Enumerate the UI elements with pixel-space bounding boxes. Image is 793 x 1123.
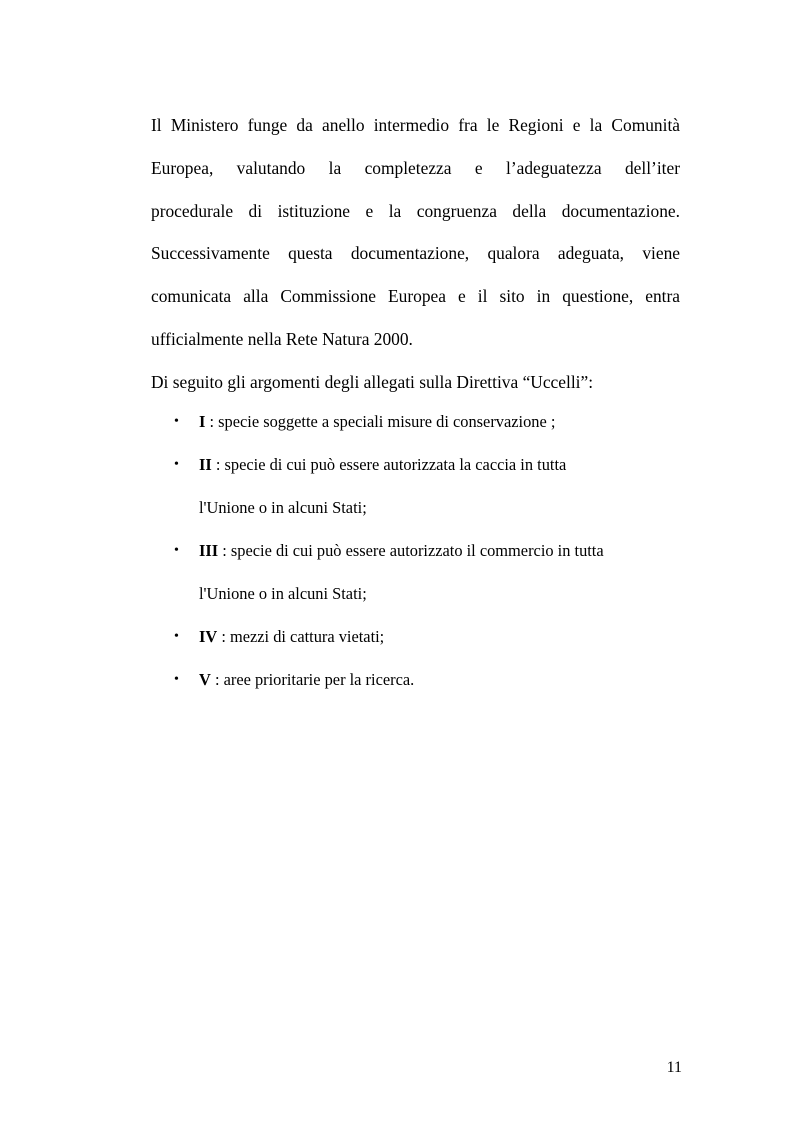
paragraph-line-6: ufficialmente nella Rete Natura 2000. (151, 329, 413, 349)
bullet-icon: • (174, 672, 179, 687)
list-item-text (199, 454, 566, 476)
bullet-icon: • (174, 543, 179, 558)
paragraph-line-5: comunicata alla Commissione Europea e il sito in questione, entra (151, 286, 680, 306)
annex-description: : specie di cui può essere autorizzata la caccia in tutta (211, 455, 567, 474)
paragraph-line-3: procedurale di istituzione e la congruenza della documentazione. (151, 201, 680, 221)
list-item-continuation: l'Unione o in alcuni Stati; (199, 498, 367, 517)
list-item-text (199, 669, 414, 691)
annex-description: : aree prioritarie per la ricerca. (210, 670, 415, 689)
annex-number: II (199, 455, 212, 474)
page-number: 11 (666, 1059, 682, 1076)
bullet-icon: • (174, 629, 179, 644)
list-item-text (199, 540, 604, 562)
paragraph-line-4: Successivamente questa documentazione, qualora adeguata, viene (151, 243, 680, 263)
annex-description: : specie soggette a speciali misure di conservazione ; (205, 412, 556, 431)
list-item-text (199, 411, 555, 433)
annex-number: I (199, 412, 206, 431)
paragraph-line-2: Europea, valutando la completezza e l’adeguatezza dell’iter (151, 158, 680, 178)
list-item-continuation: l'Unione o in alcuni Stati; (199, 584, 367, 603)
annex-number: IV (199, 627, 218, 646)
paragraph-line-1: Il Ministero funge da anello intermedio fra le Regioni e la Comunità (151, 115, 680, 135)
annex-description: : mezzi di cattura vietati; (217, 627, 385, 646)
list-item-text (199, 626, 384, 648)
annex-number: III (199, 541, 219, 560)
list-intro: Di seguito gli argomenti degli allegati sulla Direttiva “Uccelli”: (151, 372, 594, 392)
annex-description: : specie di cui può essere autorizzato il commercio in tutta (218, 541, 604, 560)
annex-number: V (199, 670, 211, 689)
bullet-icon: • (174, 414, 179, 429)
bullet-icon: • (174, 457, 179, 472)
